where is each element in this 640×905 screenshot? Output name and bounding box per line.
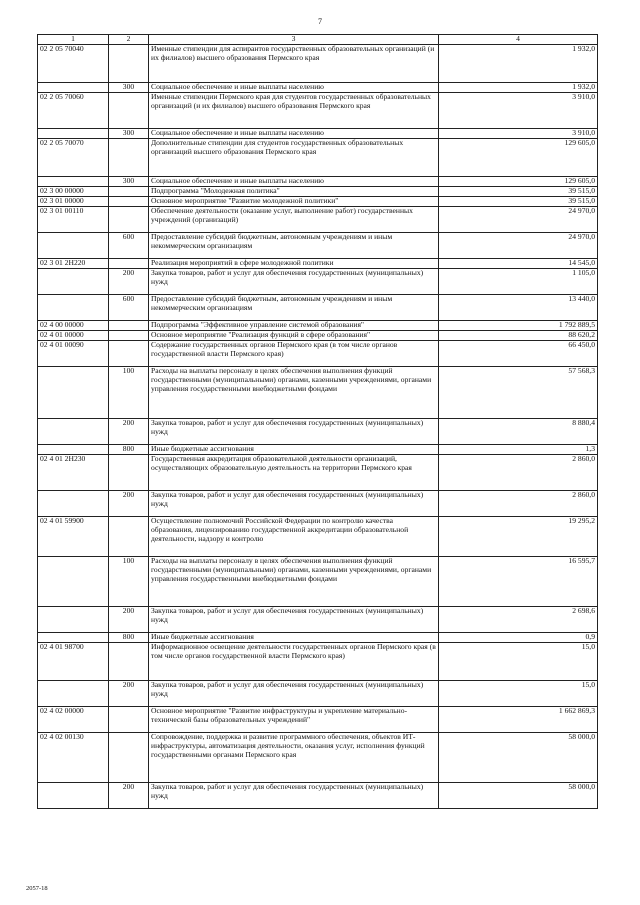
row-description: Осуществление полномочий Российской Федерации по контролю качества образования, лицензированию государственной аккредитации образовательной деятельности, надзору и контролю bbox=[149, 517, 439, 557]
row-description: Предоставление субсидий бюджетным, автономным учреждениям и иным некоммерческим организациям bbox=[149, 295, 439, 321]
row-description: Основное мероприятие "Реализация функций в сфере образования" bbox=[149, 331, 439, 341]
table-row bbox=[38, 233, 598, 259]
row-code: 02 2 05 70070 bbox=[38, 139, 109, 177]
row-amount: 1 932,0 bbox=[439, 83, 598, 93]
table-row bbox=[38, 607, 598, 633]
row-description: Закупка товаров, работ и услуг для обеспечения государственных (муниципальных) нужд bbox=[149, 491, 439, 517]
table-body bbox=[38, 45, 598, 809]
row-description: Закупка товаров, работ и услуг для обеспечения государственных (муниципальных) нужд bbox=[149, 419, 439, 445]
row-expense-type: 300 bbox=[109, 177, 149, 187]
row-amount: 129 605,0 bbox=[439, 139, 598, 177]
table-row bbox=[38, 557, 598, 607]
row-code bbox=[38, 607, 109, 633]
header-col-2: 2 bbox=[109, 35, 149, 45]
row-expense-type: 600 bbox=[109, 233, 149, 259]
table-row bbox=[38, 681, 598, 707]
table-row bbox=[38, 633, 598, 643]
row-expense-type: 300 bbox=[109, 83, 149, 93]
row-description: Подпрограмма "Молодежная политика" bbox=[149, 187, 439, 197]
row-code bbox=[38, 633, 109, 643]
row-expense-type bbox=[109, 341, 149, 367]
row-expense-type: 300 bbox=[109, 129, 149, 139]
row-description: Содержание государственных органов Пермского края (в том числе органов государственной власти Пермского края) bbox=[149, 341, 439, 367]
row-description: Социальное обеспечение и иные выплаты населению bbox=[149, 83, 439, 93]
row-description: Закупка товаров, работ и услуг для обеспечения государственных (муниципальных) нужд bbox=[149, 783, 439, 809]
row-description: Расходы на выплаты персоналу в целях обеспечения выполнения функций государственными (муниципальными) органами, казенными учреждениями, органами управления государственными внебюджетными фондами bbox=[149, 557, 439, 607]
row-code bbox=[38, 557, 109, 607]
row-amount: 8 880,4 bbox=[439, 419, 598, 445]
row-expense-type bbox=[109, 707, 149, 733]
row-amount: 88 620,2 bbox=[439, 331, 598, 341]
row-amount: 3 910,0 bbox=[439, 93, 598, 129]
row-code bbox=[38, 233, 109, 259]
row-expense-type bbox=[109, 643, 149, 681]
row-amount: 57 568,3 bbox=[439, 367, 598, 419]
row-code: 02 3 01 00110 bbox=[38, 207, 109, 233]
row-amount: 58 000,0 bbox=[439, 733, 598, 783]
row-code bbox=[38, 681, 109, 707]
row-description: Основное мероприятие "Развитие молодежной политики" bbox=[149, 197, 439, 207]
row-expense-type bbox=[109, 93, 149, 129]
row-code bbox=[38, 177, 109, 187]
table-row bbox=[38, 455, 598, 491]
row-amount: 1,3 bbox=[439, 445, 598, 455]
row-expense-type: 100 bbox=[109, 557, 149, 607]
row-description: Основное мероприятие "Развитие инфраструктуры и укрепление материально-технической базы образовательных учреждений" bbox=[149, 707, 439, 733]
row-description: Информационное освещение деятельности государственных органов Пермского края (в том числе органов государственной власти Пермского края) bbox=[149, 643, 439, 681]
row-description: Иные бюджетные ассигнования bbox=[149, 445, 439, 455]
table-row bbox=[38, 321, 598, 331]
table-row bbox=[38, 733, 598, 783]
row-code bbox=[38, 445, 109, 455]
row-code: 02 4 01 00000 bbox=[38, 331, 109, 341]
table-row bbox=[38, 341, 598, 367]
row-description: Предоставление субсидий бюджетным, автономным учреждениям и иным некоммерческим организациям bbox=[149, 233, 439, 259]
row-amount: 24 970,0 bbox=[439, 207, 598, 233]
row-amount: 0,9 bbox=[439, 633, 598, 643]
row-code: 02 4 02 00000 bbox=[38, 707, 109, 733]
row-expense-type: 200 bbox=[109, 607, 149, 633]
row-code bbox=[38, 295, 109, 321]
row-code bbox=[38, 783, 109, 809]
row-amount: 2 698,6 bbox=[439, 607, 598, 633]
table-row bbox=[38, 197, 598, 207]
row-amount: 1 662 869,3 bbox=[439, 707, 598, 733]
header-col-4: 4 bbox=[439, 35, 598, 45]
row-expense-type: 800 bbox=[109, 445, 149, 455]
header-col-3: 3 bbox=[149, 35, 439, 45]
row-amount: 129 605,0 bbox=[439, 177, 598, 187]
table-row bbox=[38, 187, 598, 197]
table-row bbox=[38, 259, 598, 269]
row-expense-type bbox=[109, 733, 149, 783]
table-row bbox=[38, 207, 598, 233]
row-expense-type: 600 bbox=[109, 295, 149, 321]
row-expense-type: 200 bbox=[109, 419, 149, 445]
row-amount: 1 792 889,5 bbox=[439, 321, 598, 331]
row-expense-type bbox=[109, 139, 149, 177]
table-row bbox=[38, 445, 598, 455]
row-expense-type bbox=[109, 197, 149, 207]
row-expense-type bbox=[109, 207, 149, 233]
row-amount: 66 450,0 bbox=[439, 341, 598, 367]
row-description: Дополнительные стипендии для студентов государственных образовательных организаций высшего образования Пермского края bbox=[149, 139, 439, 177]
row-code: 02 3 01 00000 bbox=[38, 197, 109, 207]
row-amount: 3 910,0 bbox=[439, 129, 598, 139]
row-description: Социальное обеспечение и иные выплаты населению bbox=[149, 177, 439, 187]
row-amount: 2 860,0 bbox=[439, 491, 598, 517]
table-row bbox=[38, 367, 598, 419]
row-amount: 13 440,0 bbox=[439, 295, 598, 321]
table-row bbox=[38, 331, 598, 341]
row-code: 02 4 00 00000 bbox=[38, 321, 109, 331]
row-expense-type bbox=[109, 45, 149, 83]
row-description: Сопровождение, поддержка и развитие программного обеспечения, объектов ИТ-инфраструктуры, автоматизация деятельности, оказания услуг, исполнения функций государственными органами Пермского края bbox=[149, 733, 439, 783]
row-description: Государственная аккредитация образовательной деятельности организаций, осуществляющих образовательную деятельность на территории Пермского края bbox=[149, 455, 439, 491]
row-code: 02 4 01 00090 bbox=[38, 341, 109, 367]
row-amount: 58 000,0 bbox=[439, 783, 598, 809]
row-description: Именные стипендии для аспирантов государственных образовательных организаций (и их филиалов) высшего образования Пермского края bbox=[149, 45, 439, 83]
row-code: 02 4 02 00130 bbox=[38, 733, 109, 783]
row-code: 02 4 01 2Н230 bbox=[38, 455, 109, 491]
table-row bbox=[38, 517, 598, 557]
row-description: Расходы на выплаты персоналу в целях обеспечения выполнения функций государственными (муниципальными) органами, казенными учреждениями, органами управления государственными внебюджетными фондами bbox=[149, 367, 439, 419]
row-amount: 2 860,0 bbox=[439, 455, 598, 491]
table-row bbox=[38, 707, 598, 733]
table-row bbox=[38, 269, 598, 295]
row-amount: 39 515,0 bbox=[439, 197, 598, 207]
table-row bbox=[38, 491, 598, 517]
header-col-1: 1 bbox=[38, 35, 109, 45]
row-description: Закупка товаров, работ и услуг для обеспечения государственных (муниципальных) нужд bbox=[149, 269, 439, 295]
table-row bbox=[38, 295, 598, 321]
footer-code: 2057-18 bbox=[26, 885, 48, 892]
row-code bbox=[38, 419, 109, 445]
row-code bbox=[38, 269, 109, 295]
row-expense-type bbox=[109, 455, 149, 491]
row-amount: 24 970,0 bbox=[439, 233, 598, 259]
row-amount: 15,0 bbox=[439, 643, 598, 681]
page-number: 7 bbox=[318, 17, 322, 26]
row-code bbox=[38, 83, 109, 93]
row-code bbox=[38, 129, 109, 139]
row-expense-type: 200 bbox=[109, 269, 149, 295]
row-code bbox=[38, 367, 109, 419]
row-expense-type: 200 bbox=[109, 491, 149, 517]
row-expense-type: 200 bbox=[109, 783, 149, 809]
table-row bbox=[38, 139, 598, 177]
table-row bbox=[38, 419, 598, 445]
row-amount: 19 295,2 bbox=[439, 517, 598, 557]
row-expense-type bbox=[109, 517, 149, 557]
table-row bbox=[38, 45, 598, 83]
row-code: 02 2 05 70060 bbox=[38, 93, 109, 129]
row-code: 02 4 01 59900 bbox=[38, 517, 109, 557]
budget-table bbox=[37, 34, 598, 809]
table-row bbox=[38, 83, 598, 93]
row-code: 02 4 01 98700 bbox=[38, 643, 109, 681]
row-description: Социальное обеспечение и иные выплаты населению bbox=[149, 129, 439, 139]
row-expense-type bbox=[109, 321, 149, 331]
row-amount: 1 105,0 bbox=[439, 269, 598, 295]
row-amount: 14 545,0 bbox=[439, 259, 598, 269]
row-description: Закупка товаров, работ и услуг для обеспечения государственных (муниципальных) нужд bbox=[149, 607, 439, 633]
table-row bbox=[38, 783, 598, 809]
row-expense-type bbox=[109, 187, 149, 197]
row-expense-type: 200 bbox=[109, 681, 149, 707]
row-expense-type: 800 bbox=[109, 633, 149, 643]
row-amount: 1 932,0 bbox=[439, 45, 598, 83]
header-row bbox=[38, 35, 598, 45]
row-description: Закупка товаров, работ и услуг для обеспечения государственных (муниципальных) нужд bbox=[149, 681, 439, 707]
row-expense-type bbox=[109, 331, 149, 341]
row-description: Обеспечение деятельности (оказание услуг, выполнение работ) государственных учреждений (организаций) bbox=[149, 207, 439, 233]
row-code: 02 3 01 2Н220 bbox=[38, 259, 109, 269]
row-code: 02 3 00 00000 bbox=[38, 187, 109, 197]
row-amount: 39 515,0 bbox=[439, 187, 598, 197]
row-expense-type: 100 bbox=[109, 367, 149, 419]
table-row bbox=[38, 129, 598, 139]
row-description: Иные бюджетные ассигнования bbox=[149, 633, 439, 643]
row-description: Подпрограмма "Эффективное управление системой образования" bbox=[149, 321, 439, 331]
row-description: Реализация мероприятий в сфере молодежной политики bbox=[149, 259, 439, 269]
table-row bbox=[38, 643, 598, 681]
row-expense-type bbox=[109, 259, 149, 269]
table-row bbox=[38, 93, 598, 129]
row-amount: 16 595,7 bbox=[439, 557, 598, 607]
row-code bbox=[38, 491, 109, 517]
row-description: Именные стипендии Пермского края для студентов государственных образовательных организаций (и их филиалов) высшего образования Пермского края bbox=[149, 93, 439, 129]
row-amount: 15,0 bbox=[439, 681, 598, 707]
table-row bbox=[38, 177, 598, 187]
row-code: 02 2 05 70040 bbox=[38, 45, 109, 83]
